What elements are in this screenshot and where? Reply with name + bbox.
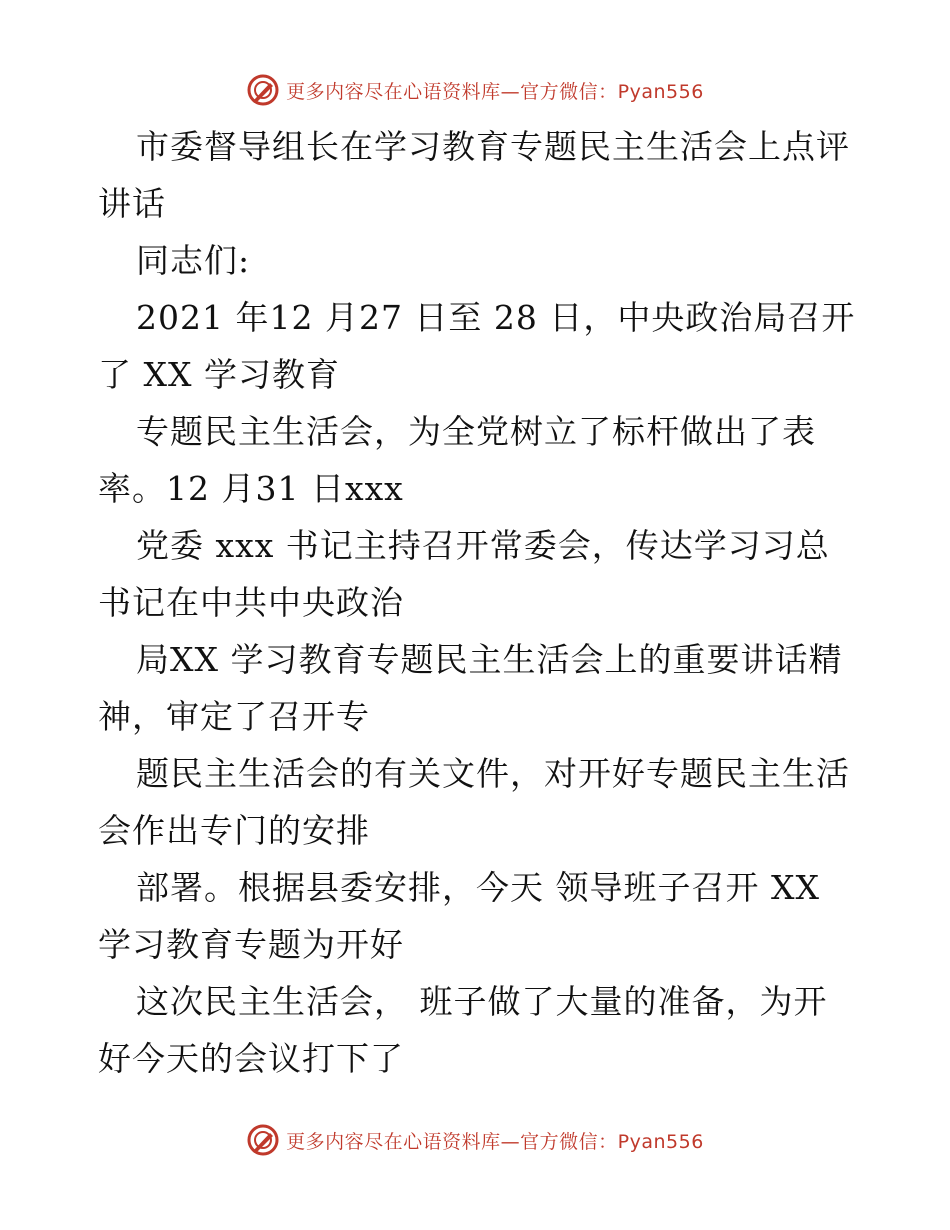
doc-line: 率。12 月31 日xxx [98,469,404,508]
doc-line: 同志们: [136,241,251,280]
doc-line: 2021 年12 月27 日至 28 日，中央政治局召开 [136,298,856,337]
doc-line: 党委 xxx 书记主持召开常委会，传达学习习总 [136,526,830,565]
doc-line: 市委督导组长在学习教育专题民主生活会上点评 [136,127,850,166]
header-banner [0,70,950,110]
doc-line: 会作出专门的安排 [98,811,370,850]
doc-line: 专题民主生活会，为全党树立了标杆做出了表 [136,412,816,451]
footer-banner [0,1120,950,1160]
doc-line: 书记在中共中央政治 [98,583,404,622]
doc-line: 讲话 [98,184,166,223]
doc-line: 神，审定了召开专 [98,697,370,736]
banner-text: 更多内容尽在心语资料库—官方微信：Pyan556 [286,80,704,103]
doc-line: 局XX 学习教育专题民主生活会上的重要讲话精 [136,640,843,679]
document-body [98,118,868,1087]
pen-circle-logo-icon [246,73,280,107]
doc-line: 题民主生活会的有关文件，对开好专题民主生活 [136,754,850,793]
doc-line: 部署。根据县委安排，今天 领导班子召开 XX [136,868,820,907]
pen-circle-logo-icon [246,1123,280,1157]
doc-line: 好今天的会议打下了 [98,1039,404,1078]
doc-line: 这次民主生活会， 班子做了大量的准备，为开 [136,982,828,1021]
banner-text: 更多内容尽在心语资料库—官方微信：Pyan556 [286,1130,704,1153]
doc-line: 了 XX 学习教育 [98,355,340,394]
doc-line: 学习教育专题为开好 [98,925,404,964]
